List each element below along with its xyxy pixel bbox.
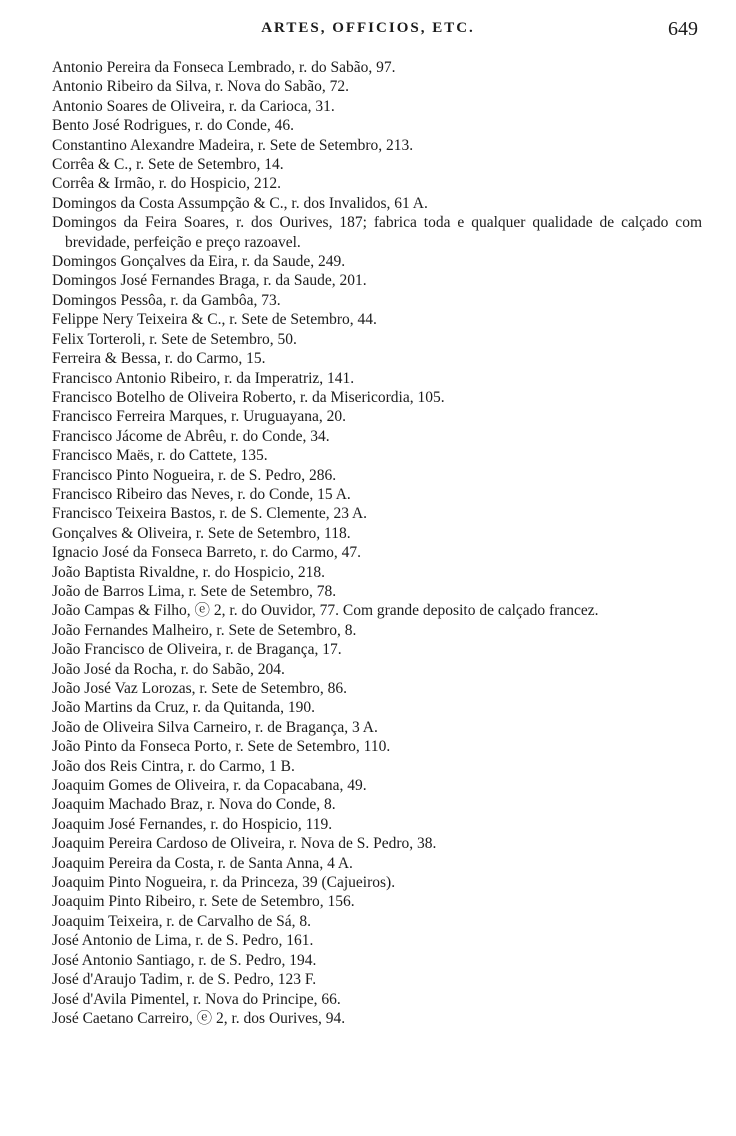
directory-entry: Domingos da Feira Soares, r. dos Ourives, 187; fabrica toda e qualquer qualidade de calçado com brevidade, perfeição e preço razoavel. [52, 214, 702, 251]
directory-entry: João Francisco de Oliveira, r. de Bragança, 17. [52, 641, 342, 659]
directory-entry: Joaquim Machado Braz, r. Nova do Conde, 8. [52, 796, 336, 814]
directory-entry: José Caetano Carreiro, ⓔ 2, r. dos Ourives, 94. [52, 1009, 346, 1027]
directory-entry: Ignacio José da Fonseca Barreto, r. do Carmo, 47. [52, 544, 362, 562]
directory-entry: João Pinto da Fonseca Porto, r. Sete de Setembro, 110. [52, 738, 391, 756]
directory-entry: Domingos da Costa Assumpção & C., r. dos Invalidos, 61 A. [52, 194, 428, 212]
directory-entry: João de Barros Lima, r. Sete de Setembro, 78. [52, 582, 337, 600]
directory-entry: Joaquim Pinto Nogueira, r. da Princeza, 39 (Cajueiros). [52, 874, 396, 892]
directory-entry: Joaquim Pereira Cardoso de Oliveira, r. Nova de S. Pedro, 38. [52, 835, 437, 853]
directory-entry: Antonio Ribeiro da Silva, r. Nova do Sabão, 72. [52, 78, 350, 96]
directory-entry: Joaquim Pinto Ribeiro, r. Sete de Setembro, 156. [52, 893, 355, 911]
directory-entry: Corrêa & Irmão, r. do Hospicio, 212. [52, 175, 282, 193]
directory-entry: Felix Torteroli, r. Sete de Setembro, 50. [52, 330, 297, 348]
directory-entry: Antonio Soares de Oliveira, r. da Carioca, 31. [52, 97, 335, 115]
directory-entry: José d'Araujo Tadim, r. de S. Pedro, 123 F. [52, 971, 317, 989]
directory-entry: Domingos José Fernandes Braga, r. da Saude, 201. [52, 272, 367, 290]
section-title: ARTES, OFFICIOS, ETC. [261, 20, 475, 36]
directory-entry: Ferreira & Bessa, r. do Carmo, 15. [52, 350, 266, 368]
directory-entry: José Antonio de Lima, r. de S. Pedro, 161. [52, 932, 314, 950]
directory-entry: Francisco Jácome de Abrêu, r. do Conde, 34. [52, 427, 330, 445]
directory-entry: Joaquim Pereira da Costa, r. de Santa Anna, 4 A. [52, 854, 353, 872]
directory-entry: Joaquim Teixeira, r. de Carvalho de Sá, 8. [52, 912, 312, 930]
directory-entry: Francisco Ferreira Marques, r. Uruguayana, 20. [52, 408, 346, 426]
page-number: 649 [668, 18, 698, 40]
page-header [0, 18, 736, 44]
directory-entry: Domingos Pessôa, r. da Gambôa, 73. [52, 291, 281, 309]
directory-entry: José d'Avila Pimentel, r. Nova do Principe, 66. [52, 990, 341, 1008]
directory-entry: Francisco Antonio Ribeiro, r. da Imperatriz, 141. [52, 369, 355, 387]
directory-entry: João de Oliveira Silva Carneiro, r. de Bragança, 3 A. [52, 718, 378, 736]
directory-entry: Joaquim José Fernandes, r. do Hospicio, 119. [52, 815, 333, 833]
directory-entry: João dos Reis Cintra, r. do Carmo, 1 B. [52, 757, 295, 775]
directory-entry: Felippe Nery Teixeira & C., r. Sete de Setembro, 44. [52, 311, 377, 329]
directory-entry: João Fernandes Malheiro, r. Sete de Setembro, 8. [52, 621, 357, 639]
directory-entry: Domingos Gonçalves da Eira, r. da Saude, 249. [52, 253, 346, 271]
directory-entry: Constantino Alexandre Madeira, r. Sete de Setembro, 213. [52, 136, 414, 154]
directory-entry: João Baptista Rivaldne, r. do Hospicio, 218. [52, 563, 325, 581]
directory-entry: João José da Rocha, r. do Sabão, 204. [52, 660, 285, 678]
directory-entry: Bento José Rodrigues, r. do Conde, 46. [52, 117, 294, 135]
directory-entries-list [52, 58, 702, 1028]
directory-entry: José Antonio Santiago, r. de S. Pedro, 194. [52, 951, 317, 969]
directory-entry: Francisco Ribeiro das Neves, r. do Conde, 15 A. [52, 485, 351, 503]
directory-entry: Joaquim Gomes de Oliveira, r. da Copacabana, 49. [52, 777, 367, 795]
directory-entry: João José Vaz Lorozas, r. Sete de Setembro, 86. [52, 680, 348, 697]
directory-entry: Francisco Maës, r. do Cattete, 135. [52, 447, 268, 465]
directory-entry: Gonçalves & Oliveira, r. Sete de Setembro, 118. [52, 524, 351, 542]
directory-entry: Francisco Pinto Nogueira, r. de S. Pedro, 286. [52, 466, 337, 484]
directory-entry: Francisco Teixeira Bastos, r. de S. Clemente, 23 A. [52, 505, 368, 523]
directory-entry: Antonio Pereira da Fonseca Lembrado, r. do Sabão, 97. [52, 59, 396, 76]
directory-entry: João Campas & Filho, ⓔ 2, r. do Ouvidor, 77. Com grande deposito de calçado francez. [52, 602, 599, 620]
directory-entry: Corrêa & C., r. Sete de Setembro, 14. [52, 156, 284, 174]
directory-entry: João Martins da Cruz, r. da Quitanda, 190. [52, 699, 316, 717]
directory-entry: Francisco Botelho de Oliveira Roberto, r. da Misericordia, 105. [52, 388, 445, 406]
